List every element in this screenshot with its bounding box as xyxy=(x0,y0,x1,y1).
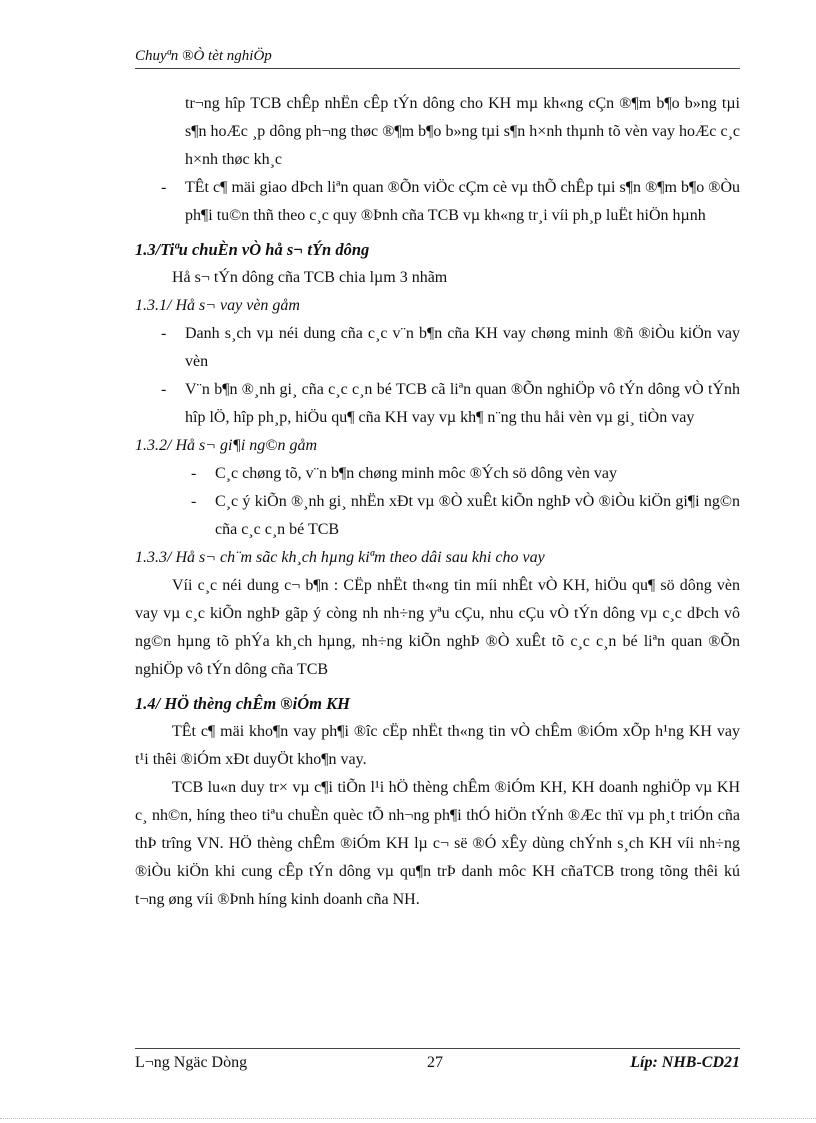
dash-marker: - xyxy=(191,465,197,482)
list-item xyxy=(135,460,740,488)
dash-marker: - xyxy=(191,493,197,510)
subsection-heading-1-3-3: 1.3.3/ Hå s¬ ch¨m sãc kh¸ch hµng kiªm theo dâi sau khi cho vay xyxy=(135,549,545,566)
dash-marker: - xyxy=(161,381,167,398)
footer-class: Líp: NHB-CD21 xyxy=(630,1054,740,1071)
document-body xyxy=(135,90,740,914)
paragraph-continued: tr¬ng hîp TCB chÊp nhËn cÊp tÝn dông cho KH mµ kh«ng cÇn ®¶m b¶o b»ng tµi s¶n hoÆc ¸p dông ph¬ng thøc ®¶m b¶o b»ng tµi s¶n h×nh thµnh tõ vèn vay hoÆc c¸c h×nh thøc kh¸c xyxy=(185,95,740,168)
paragraph: TCB lu«n duy tr× vµ c¶i tiÕn l¹i hÖ thèng chÊm ®iÓm KH, KH doanh nghiÖp vµ KH c¸ nh©n, híng theo tiªu chuÈn quèc tÕ nh¬ng ph¶i thÓ hiÖn tÝnh ®Æc thï vµ ph¸t triÓn cña thÞ trîng VN. HÖ thèng chÊm ®iÓm KH lµ c¬ së ®Ó xÊy dùng chÝnh s¸ch KH víi nh÷ng ®iÒu kiÖn khi cung cÊp tÝn dông vµ qu¶n trÞ danh môc KH cñaTCB trong tõng thêi kú t¬ng øng víi ®Þnh híng kinh doanh cña NH. xyxy=(135,779,740,908)
header-title: Chuyªn ®Ò tèt nghiÖp xyxy=(135,48,272,64)
list-item xyxy=(135,376,740,432)
paragraph: Víi c¸c néi dung c¬ b¶n : CËp nhËt th«ng tin míi nhÊt vÒ KH, hiÖu qu¶ sö dông vèn vay vµ c¸c kiÕn nghÞ gãp ý còng nh nh÷ng yªu cÇu, nhu cÇu vÒ tÝn dông vµ c¸c dÞch vô ng©n hµng tõ phÝa kh¸ch hµng, nh÷ng kiÕn nghÞ ®Ò xuÊt tõ c¸c c¸n bé liªn quan ®Õn nghiÖp vô tÝn dông cña TCB xyxy=(135,577,740,678)
paragraph: TÊt c¶ mäi kho¶n vay ph¶i ®îc cËp nhËt th«ng tin vÒ chÊm ®iÓm xÕp h¹ng KH vay t¹i thêi ®iÓm xÐt duyÖt kho¶n vay. xyxy=(135,723,740,768)
dash-marker: - xyxy=(161,325,167,342)
list-item xyxy=(135,174,740,230)
list-item-text: C¸c chøng tõ, v¨n b¶n chøng minh môc ®Ých sö dông vèn vay xyxy=(215,465,618,482)
paragraph: Hå s¬ tÝn dông cña TCB chia lµm 3 nhãm xyxy=(172,269,448,286)
footer-author: L¬ng Ngäc Dòng xyxy=(135,1054,248,1071)
list-item xyxy=(135,488,740,544)
page-number: 27 xyxy=(427,1054,443,1071)
list-item-text: TÊt c¶ mäi giao dÞch liªn quan ®Õn viÖc cÇm cè vµ thÕ chÊp tµi s¶n ®¶m b¶o ®Òu ph¶i tu©n thñ theo c¸c quy ®Þnh cña TCB vµ kh«ng tr¸i víi ph¸p luËt hiÖn hµnh xyxy=(185,179,740,224)
list-item xyxy=(135,320,740,376)
page-bottom-border xyxy=(0,1118,816,1119)
list-item-text: Danh s¸ch vµ néi dung cña c¸c v¨n b¶n cña KH vay chøng minh ®ñ ®iÒu kiÖn vay vèn xyxy=(185,325,740,370)
dash-marker: - xyxy=(161,179,167,196)
list-item-text: V¨n b¶n ®¸nh gi¸ cña c¸c c¸n bé TCB cã liªn quan ®Õn nghiÖp vô tÝn dông vÒ tÝnh hîp lÖ, hîp ph¸p, hiÖu qu¶ cña KH vay vµ kh¶ n¨ng thu håi vèn vµ gi¸ tiÒn vay xyxy=(185,381,740,426)
footer-divider xyxy=(135,1048,740,1049)
subsection-heading-1-3-2: 1.3.2/ Hå s¬ gi¶i ng©n gåm xyxy=(135,437,317,454)
section-heading-1-4: 1.4/ HÖ thèng chÊm ®iÓm KH xyxy=(135,694,350,713)
list-item-text: C¸c ý kiÕn ®¸nh gi¸ nhËn xÐt vµ ®Ò xuÊt kiÕn nghÞ vÒ ®iÒu kiÖn gi¶i ng©n cña c¸c c¸n bé TCB xyxy=(215,493,740,538)
page-header xyxy=(135,48,740,69)
subsection-heading-1-3-1: 1.3.1/ Hå s¬ vay vèn gåm xyxy=(135,297,300,314)
section-heading-1-3: 1.3/Tiªu chuÈn vÒ hå s¬ tÝn dông xyxy=(135,240,370,259)
